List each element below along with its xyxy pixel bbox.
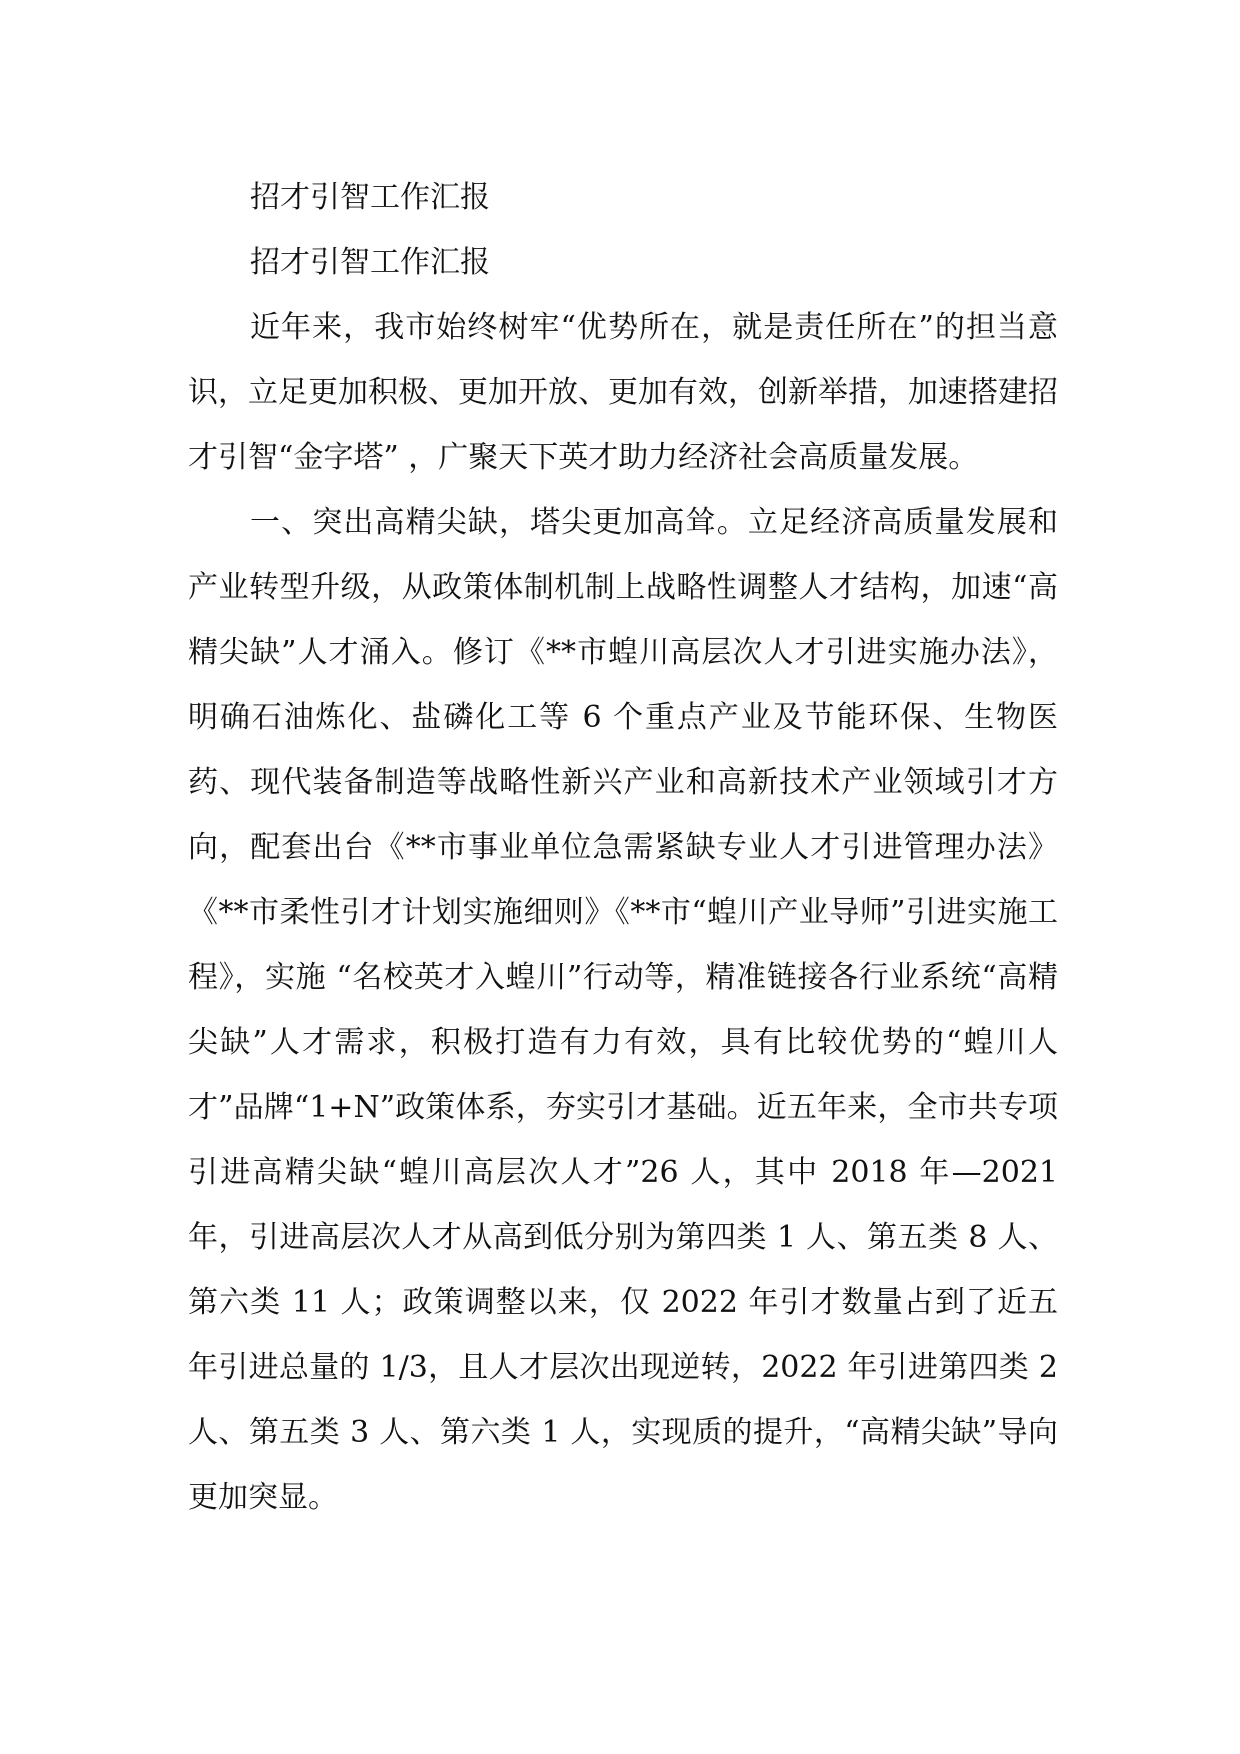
- document-title: 招才引智工作汇报: [250, 180, 490, 215]
- section-one-paragraph: 一、突出高精尖缺，塔尖更加高耸。立足经济高质量发展和产业转型升级，从政策体制机制上战略性调整人才结构，加速“高精尖缺”人才涌入。修订《**市蝗川高层次人才引进实施办法》，明确石油炼化、盐磷化工等 6 个重点产业及节能环保、生物医药、现代装备制造等战略性新兴产业和高新技术产业领域引才方向，配套出台《**市事业单位急需紧缺专业人才引进管理办法》《**市柔性引才计划实施细则》《**市“蝗川产业导师”引进实施工程》，实施 “名校英才入蝗川”行动等，精准链接各行业系统“高精尖缺”人才需求，积极打造有力有效，具有比较优势的“蝗川人才”品牌“1+N”政策体系，夯实引才基础。近五年来，全市共专项引进高精尖缺“蝗川高层次人才”26 人，其中 2018 年—2021 年，引进高层次人才从高到低分别为第四类 1 人、第五类 8 人、第六类 11 人；政策调整以来，仅 2022 年引才数量占到了近五年引进总量的 1/3，且人才层次出现逆转，2022 年引进第四类 2 人、第五类 3 人、第六类 1 人，实现质的提升，“高精尖缺”导向更加突显。: [188, 505, 1058, 1515]
- document-subtitle: 招才引智工作汇报: [250, 245, 490, 280]
- document-body: [188, 165, 1058, 1530]
- intro-paragraph: 近年来，我市始终树牢“优势所在，就是责任所在”的担当意识，立足更加积极、更加开放、更加有效，创新举措，加速搭建招才引智“金字塔” ，广聚天下英才助力经济社会高质量发展。: [188, 310, 1058, 475]
